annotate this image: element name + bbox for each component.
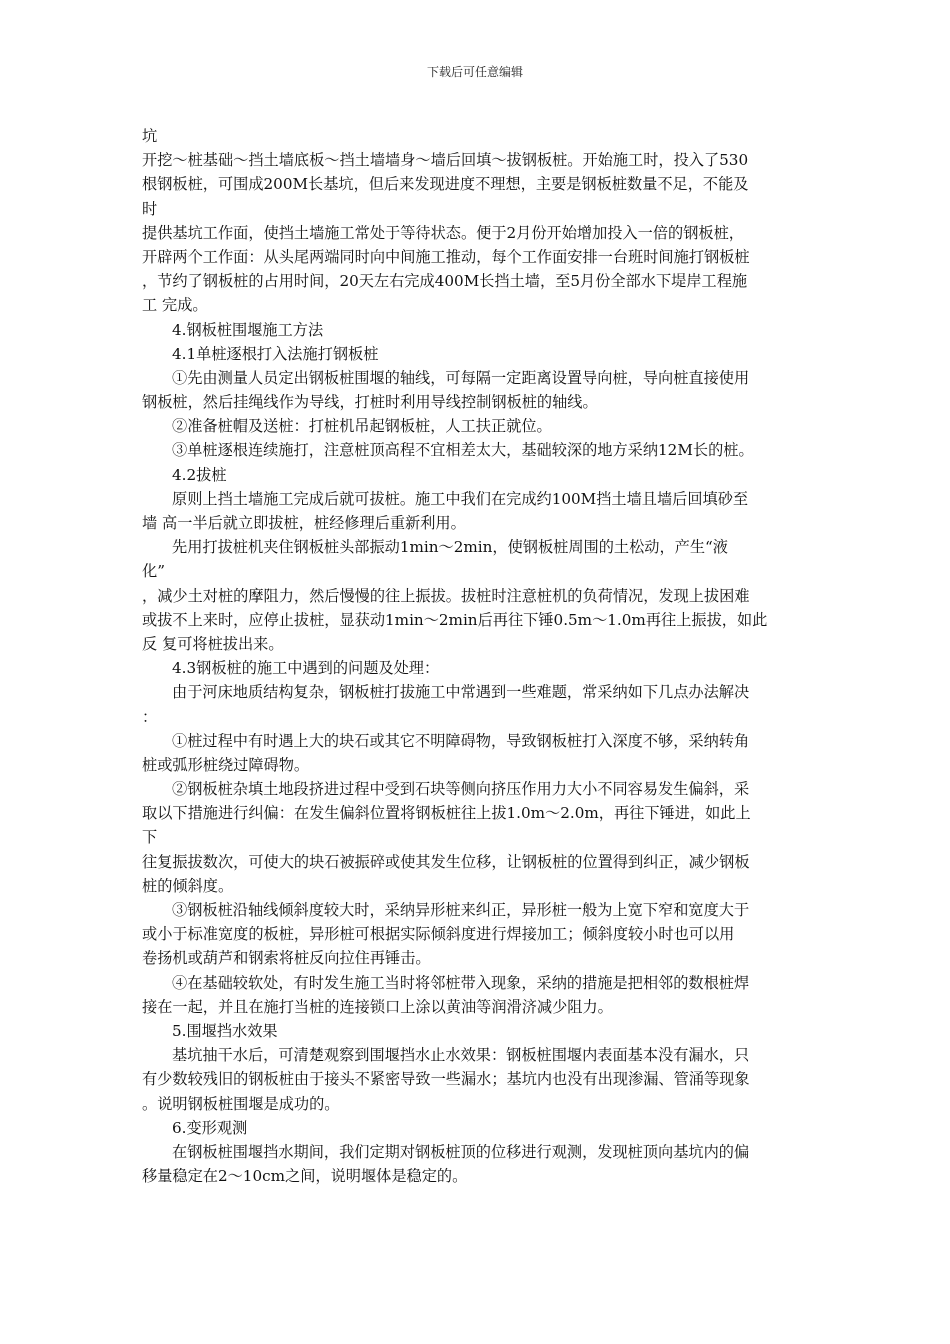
page-header: 下载后可任意编辑 — [426, 65, 523, 79]
text-line: 基坑抽干水后，可清楚观察到围堰挡水止水效果：钢板桩围堰内表面基本没有漏水，只 — [172, 1046, 750, 1065]
text-line: ③单桩逐根连续施打，注意桩顶高程不宜相差太大，基础较深的地方采纳12M长的桩。 — [172, 441, 754, 460]
text-line: 开挖～桩基础～挡土墙底板～挡土墙墙身～墙后回填～拔钢板桩。开始施工时，投入了530 — [142, 151, 749, 170]
text-line: 由于河床地质结构复杂，钢板桩打拔施工中常遇到一些难题，常采纳如下几点办法解决 — [172, 683, 750, 702]
text-line: 6.变形观测 — [172, 1118, 248, 1137]
text-line: ①先由测量人员定出钢板桩围堰的轴线，可每隔一定距离设置导向桩，导向桩直接使用 — [172, 368, 750, 387]
text-line: 先用打拔桩机夹住钢板桩头部振动1min～2min，使钢板桩周围的土松动，产生“液 — [172, 538, 728, 557]
text-line: ③钢板桩沿轴线倾斜度较大时，采纳异形桩来纠正，异形桩一般为上宽下窄和宽度大于 — [172, 901, 750, 919]
text-line: ④在基础较软处，有时发生施工当时将邻桩带入现象，采纳的措施是把相邻的数根桩焊 — [172, 973, 750, 992]
text-line: 钢板桩，然后挂绳线作为导线，打桩时利用导线控制钢板桩的轴线。 — [142, 393, 598, 412]
text-line: 工 完成。 — [142, 296, 208, 315]
text-line: 。说明钢板桩围堰是成功的。 — [142, 1094, 340, 1113]
text-line: 开辟两个工作面：从头尾两端同时向中间施工推动，每个工作面安排一台班时间施打钢板桩 — [142, 247, 750, 266]
text-line: 化” — [142, 562, 165, 581]
text-line: 提供基坑工作面，使挡土墙施工常处于等待状态。便于2月份开始增加投入一倍的钢板桩， — [142, 223, 744, 242]
text-line: 反 复可将桩拔出来。 — [142, 634, 284, 653]
text-line: 4.3钢板桩的施工中遇到的问题及处理： — [172, 659, 440, 678]
text-line: 或小于标准宽度的板桩，异形桩可根据实际倾斜度进行焊接加工；倾斜度较小时也可以用 — [142, 925, 735, 944]
text-line: 移量稳定在2～10cm之间，说明堰体是稳定的。 — [142, 1167, 468, 1186]
text-line: 桩的倾斜度。 — [142, 876, 234, 895]
text-line: 原则上挡土墙施工完成后就可拔桩。施工中我们在完成约100M挡土墙且墙后回填砂至 — [172, 489, 749, 508]
text-line: ②准备桩帽及送桩：打桩机吊起钢板桩，人工扶正就位。 — [172, 417, 552, 436]
text-line: 卷扬机或葫芦和钢索将桩反向拉住再锤击。 — [142, 949, 431, 968]
text-line: 时 — [142, 199, 158, 218]
text-line: 有少数较残旧的钢板桩由于接头不紧密导致一些漏水；基坑内也没有出现渗漏、管涌等现象 — [142, 1070, 750, 1089]
text-line: 接在一起，并且在施打当桩的连接锁口上涂以黄油等润滑济减少阻力。 — [142, 997, 613, 1016]
text-line: 坑 — [142, 127, 158, 145]
text-line: 桩或弧形桩绕过障碍物。 — [142, 755, 310, 774]
text-line: ①桩过程中有时遇上大的块石或其它不明障碍物，导致钢板桩打入深度不够，采纳转角 — [172, 731, 750, 750]
text-line: 下 — [142, 828, 158, 847]
text-line: 4.钢板桩围堰施工方法 — [172, 320, 324, 339]
text-line: 5.围堰挡水效果 — [172, 1021, 278, 1040]
text-line: 墙 高一半后就立即拔桩，桩经修理后重新利用。 — [142, 514, 466, 532]
text-line: 取以下措施进行纠偏：在发生偏斜位置将钢板桩往上拔1.0m～2.0m，再往下锤进，如此上 — [142, 804, 751, 823]
text-line: 根钢板桩，可围成200M长基坑，但后来发现进度不理想，主要是钢板桩数量不足，不能及 — [142, 175, 749, 194]
document-body — [142, 124, 810, 1188]
text-line: ②钢板桩杂填土地段挤进过程中受到石块等侧向挤压作用力大小不同容易发生偏斜，采 — [172, 780, 750, 799]
text-line: ，减少土对桩的摩阻力，然后慢慢的往上振拔。拔桩时注意桩机的负荷情况，发现上拔困难 — [142, 586, 750, 605]
text-line: ： — [142, 707, 158, 726]
text-line: 在钢板桩围堰挡水期间，我们定期对钢板桩顶的位移进行观测，发现桩顶向基坑内的偏 — [172, 1142, 750, 1161]
text-line: 4.2拔桩 — [172, 465, 227, 484]
text-line: 往复振拔数次，可使大的块石被振碎或使其发生位移，让钢板桩的位置得到纠正，减少钢板 — [142, 852, 750, 871]
text-line: 4.1单桩逐根打入法施打钢板桩 — [172, 344, 379, 363]
text-line: 或拔不上来时，应停止拔桩，显获动1min～2min后再往下锤0.5m～1.0m再往上振拔，如此 — [142, 610, 768, 629]
text-line: ，节约了钢板桩的占用时间，20天左右完成400M长挡土墙，至5月份全部水下堤岸工程施 — [142, 272, 748, 291]
